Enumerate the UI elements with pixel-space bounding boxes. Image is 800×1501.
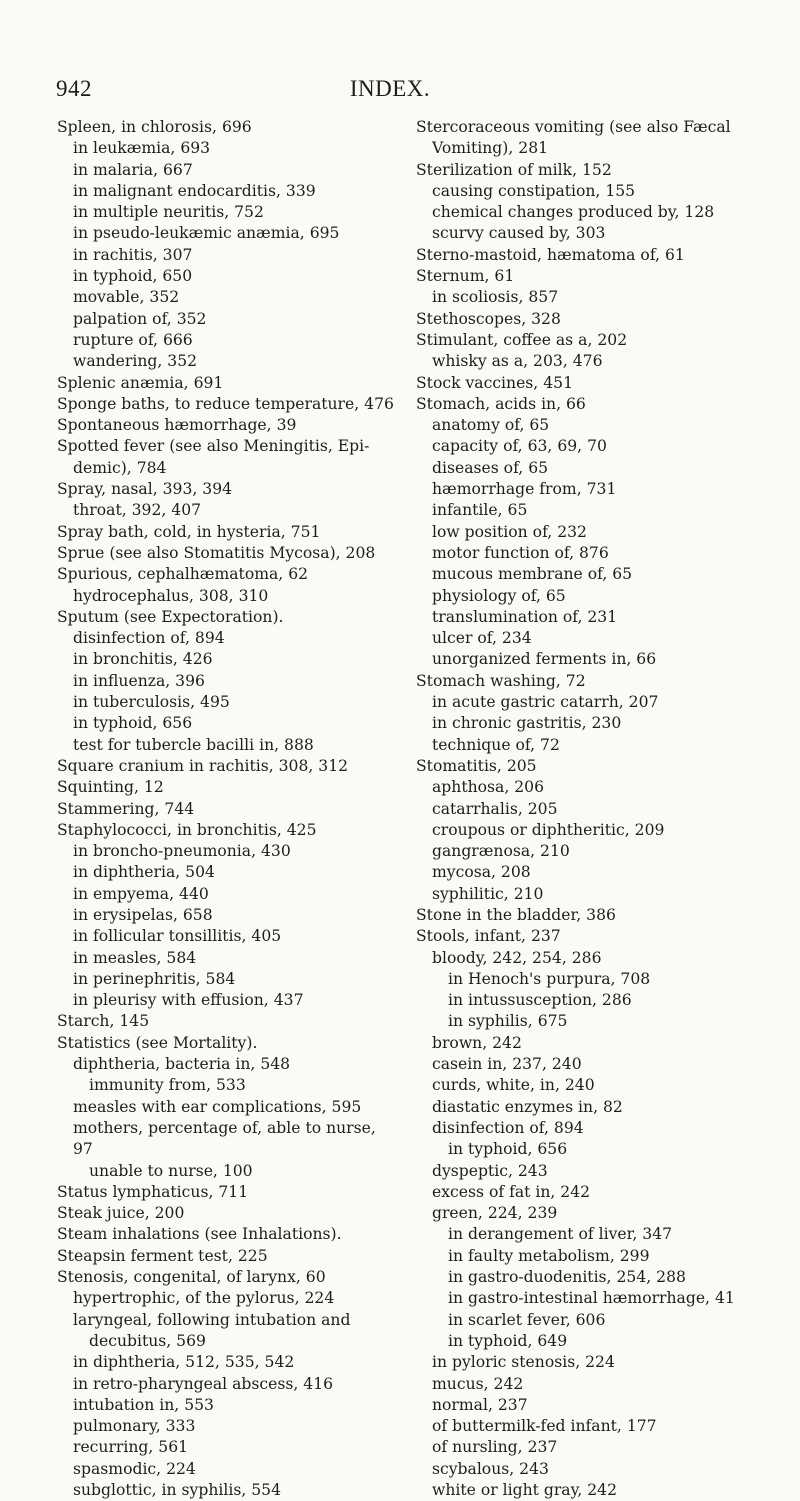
index-subentry: in tuberculosis, 495 [73,693,230,712]
index-subentry: white or light gray, 242 [432,1481,617,1499]
index-entry: Steak juice, 200 [57,1204,185,1223]
index-entry: Spray bath, cold, in hysteria, 751 [57,522,321,541]
index-column-left [57,117,402,1501]
index-subentry: in diphtheria, 504 [73,863,215,882]
index-subentry: intubation in, 553 [73,1395,214,1414]
index-subentry: in derangement of liver, 347 [448,1225,673,1244]
index-subentry: translumination of, 231 [432,607,618,626]
index-entry: Staphylococci, in bronchitis, 425 [57,820,317,839]
index-subentry: mucus, 242 [432,1374,524,1393]
index-subentry: curds, white, in, 240 [432,1076,595,1095]
index-subentry: mothers, percentage of, able to nurse, [73,1118,376,1137]
index-subentry: scybalous, 243 [432,1459,549,1478]
index-subentry: in broncho-pneumonia, 430 [73,842,291,861]
index-subentry: in Henoch's purpura, 708 [448,969,651,988]
index-subentry: of nursling, 237 [432,1438,558,1457]
index-subentry: laryngeal, following intubation and [73,1310,351,1329]
index-entry: Sternum, 61 [416,267,515,286]
index-subentry: whisky as a, 203, 476 [432,352,603,371]
index-subentry: catarrhalis, 205 [432,799,558,818]
index-subentry: low position of, 232 [432,522,587,541]
index-subentry: unorganized ferments in, 66 [432,650,657,669]
index-entry: Splenic anæmia, 691 [57,373,224,392]
index-subentry: test for tubercle bacilli in, 888 [73,735,314,754]
index-entry: Spurious, cephalhæmatoma, 62 [57,565,309,584]
index-subentry: brown, 242 [432,1033,522,1052]
index-entry: Stomach, acids in, 66 [416,394,586,413]
index-subentry: demic), 784 [73,458,167,477]
index-subentry: 97 [73,1140,93,1159]
index-subentry: in influenza, 396 [73,671,205,690]
index-entry: Stimulant, coffee as a, 202 [416,330,628,349]
index-subentry: wandering, 352 [73,352,198,371]
index-subentry: Vomiting), 281 [432,139,549,158]
index-entry: Squinting, 12 [57,778,164,797]
index-subentry: subglottic, in syphilis, 554 [73,1481,282,1499]
index-entry: Steapsin ferment test, 225 [57,1246,268,1265]
index-subentry: casein in, 237, 240 [432,1055,582,1074]
index-entry: Spray, nasal, 393, 394 [57,480,233,499]
index-subentry: hydrocephalus, 308, 310 [73,586,269,605]
index-subentry: in scoliosis, 857 [432,288,559,307]
index-entry: Stomach washing, 72 [416,671,586,690]
index-entry: Spleen, in chlorosis, 696 [57,118,252,136]
index-subentry: physiology of, 65 [432,586,566,605]
index-subentry: chemical changes produced by, 128 [432,203,715,222]
index-subentry: in pyloric stenosis, 224 [432,1353,615,1372]
index-subentry: in typhoid, 656 [73,714,193,733]
index-subentry: bloody, 242, 254, 286 [432,948,602,967]
index-subentry: in gastro-duodenitis, 254, 288 [448,1268,686,1287]
index-subentry: hypertrophic, of the pylorus, 224 [73,1289,335,1308]
index-subentry: syphilitic, 210 [432,884,544,903]
index-subentry: rupture of, 666 [73,330,193,349]
index-subentry: capacity of, 63, 69, 70 [432,437,607,456]
index-entry: Stammering, 744 [57,799,195,818]
index-subentry: in faulty metabolism, 299 [448,1246,650,1265]
index-subentry: in intussusception, 286 [448,991,632,1010]
index-subentry: in bronchitis, 426 [73,650,213,669]
index-subentry: in erysipelas, 658 [73,905,213,924]
index-subentry: diphtheria, bacteria in, 548 [73,1055,291,1074]
index-entry: Square cranium in rachitis, 308, 312 [57,756,349,775]
index-subentry: throat, 392, 407 [73,501,202,520]
index-subentry: decubitus, 569 [89,1331,206,1350]
index-subentry: diseases of, 65 [432,458,549,477]
index-subentry: mycosa, 208 [432,863,531,882]
index-subentry: scurvy caused by, 303 [432,224,606,243]
index-subentry: recurring, 561 [73,1438,189,1457]
index-subentry: unable to nurse, 100 [89,1161,253,1180]
index-subentry: dyspeptic, 243 [432,1161,548,1180]
index-entry: Stomatitis, 205 [416,756,537,775]
index-subentry: in multiple neuritis, 752 [73,203,264,222]
index-column-right [416,117,772,1501]
page-number: 942 [56,76,92,101]
index-subentry: in perinephritis, 584 [73,969,236,988]
index-entry: Stools, infant, 237 [416,927,561,946]
index-subentry: normal, 237 [432,1395,528,1414]
index-subentry: in pleurisy with effusion, 437 [73,991,304,1010]
index-subentry: in empyema, 440 [73,884,209,903]
index-subentry: mucous membrane of, 65 [432,565,633,584]
index-subentry: spasmodic, 224 [73,1459,196,1478]
index-subentry: in diphtheria, 512, 535, 542 [73,1353,295,1372]
index-entry: Spotted fever (see also Meningitis, Epi- [57,437,370,456]
index-subentry: technique of, 72 [432,735,560,754]
index-subentry: measles with ear complications, 595 [73,1097,362,1116]
index-subentry: in gastro-intestinal hæmorrhage, 41 [448,1289,735,1308]
index-subentry: of buttermilk-fed infant, 177 [432,1417,657,1436]
index-subentry: ulcer of, 234 [432,629,532,648]
index-entry: Status lymphaticus, 711 [57,1182,249,1201]
index-subentry: croupous or diphtheritic, 209 [432,820,665,839]
index-subentry: in scarlet fever, 606 [448,1310,606,1329]
index-entry: Sprue (see also Stomatitis Mycosa), 208 [57,543,376,562]
index-subentry: excess of fat in, 242 [432,1182,591,1201]
index-subentry: in typhoid, 650 [73,267,193,286]
index-subentry: in rachitis, 307 [73,245,193,264]
index-entry: Sterilization of milk, 152 [416,160,612,179]
index-subentry: pulmonary, 333 [73,1417,196,1436]
index-entry: Sponge baths, to reduce temperature, 476 [57,394,394,413]
index-subentry: in measles, 584 [73,948,197,967]
page-title: INDEX. [349,76,431,101]
index-entry: Starch, 145 [57,1012,150,1031]
index-subentry: in chronic gastritis, 230 [432,714,622,733]
index-subentry: in typhoid, 649 [448,1331,568,1350]
index-subentry: in pseudo-leukæmic anæmia, 695 [73,224,340,243]
index-subentry: green, 224, 239 [432,1204,558,1223]
index-entry: Statistics (see Mortality). [57,1033,258,1052]
index-subentry: anatomy of, 65 [432,416,550,435]
index-entry: Stock vaccines, 451 [416,373,573,392]
index-subentry: in follicular tonsillitis, 405 [73,927,282,946]
index-subentry: palpation of, 352 [73,309,207,328]
index-entry: Stethoscopes, 328 [416,309,561,328]
index-entry: Spontaneous hæmorrhage, 39 [57,416,297,435]
index-subentry: disinfection of, 894 [432,1118,584,1137]
index-subentry: immunity from, 533 [89,1076,246,1095]
index-subentry: gangrænosa, 210 [432,842,570,861]
index-entry: Stone in the bladder, 386 [416,905,616,924]
index-subentry: in malignant endocarditis, 339 [73,181,316,200]
index-subentry: causing constipation, 155 [432,181,636,200]
index-subentry: in acute gastric catarrh, 207 [432,693,659,712]
index-entry: Steam inhalations (see Inhalations). [57,1225,342,1244]
index-subentry: movable, 352 [73,288,180,307]
index-subentry: in malaria, 667 [73,160,193,179]
index-entry: Sputum (see Expectoration). [57,607,284,626]
index-subentry: disinfection of, 894 [73,629,225,648]
index-subentry: in typhoid, 656 [448,1140,568,1159]
index-subentry: in leukæmia, 693 [73,139,211,158]
index-subentry: in syphilis, 675 [448,1012,568,1031]
index-subentry: aphthosa, 206 [432,778,544,797]
index-entry: Sterno-mastoid, hæmatoma of, 61 [416,245,685,264]
index-subentry: motor function of, 876 [432,543,609,562]
index-subentry: hæmorrhage from, 731 [432,480,617,499]
index-entry: Stenosis, congenital, of larynx, 60 [57,1268,326,1287]
index-subentry: in retro-pharyngeal abscess, 416 [73,1374,334,1393]
index-entry: Stercoraceous vomiting (see also Fæcal [416,118,731,136]
page-header [56,76,724,102]
index-subentry: infantile, 65 [432,501,528,520]
index-subentry: diastatic enzymes in, 82 [432,1097,623,1116]
